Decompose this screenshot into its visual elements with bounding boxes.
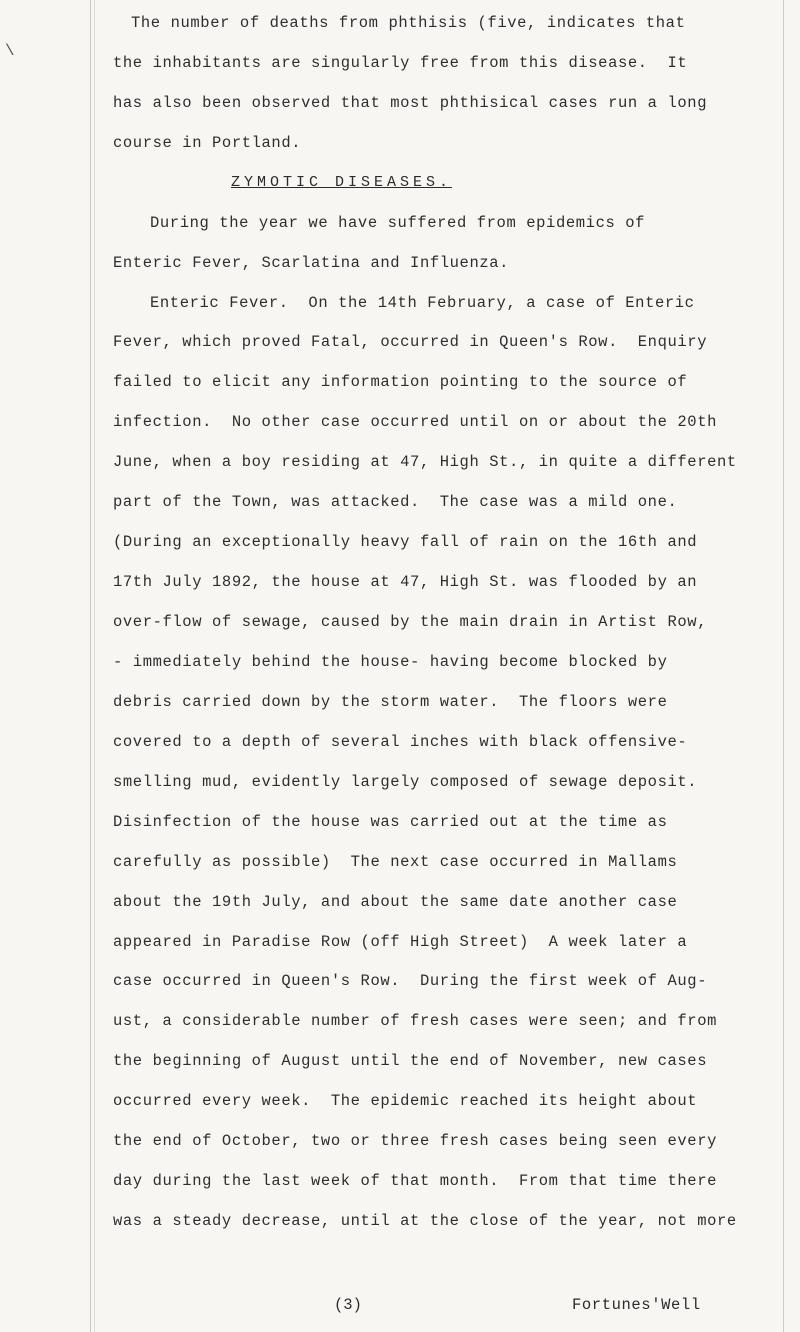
text-line: over-flow of sewage, caused by the main drain in Artist Row, <box>113 613 708 631</box>
text-line: the beginning of August until the end of November, new cases <box>113 1052 708 1070</box>
margin-rule <box>90 0 91 1332</box>
text-line: Fever, which proved Fatal, occurred in Queen's Row. Enquiry <box>113 333 708 351</box>
text-line: 17th July 1892, the house at 47, High St. was flooded by an <box>113 573 698 591</box>
catchword: Fortunes'Well <box>572 1296 701 1314</box>
text-line: debris carried down by the storm water. The floors were <box>113 693 668 711</box>
text-line: about the 19th July, and about the same date another case <box>113 893 678 911</box>
text-line: has also been observed that most phthisical cases run a long <box>113 94 708 112</box>
text-line: carefully as possible) The next case occurred in Mallams <box>113 853 678 871</box>
text-line: the inhabitants are singularly free from this disease. It <box>113 54 688 72</box>
text-line: the end of October, two or three fresh cases being seen every <box>113 1132 717 1150</box>
section-heading: ZYMOTIC DISEASES. <box>231 174 453 191</box>
text-line: occurred every week. The epidemic reached its height about <box>113 1092 698 1110</box>
text-line: June, when a boy residing at 47, High St., in quite a different <box>113 453 737 471</box>
page-edge-line <box>783 0 784 1332</box>
text-line: smelling mud, evidently largely composed of sewage deposit. <box>113 773 698 791</box>
text-line: day during the last week of that month. From that time there <box>113 1172 717 1190</box>
text-line: - immediately behind the house- having become blocked by <box>113 653 668 671</box>
text-line: Enteric Fever, Scarlatina and Influenza. <box>113 254 510 272</box>
text-line: was a steady decrease, until at the close of the year, not more <box>113 1212 737 1230</box>
text-line: case occurred in Queen's Row. During the first week of Aug- <box>113 972 708 990</box>
text-line: failed to elicit any information pointing to the source of <box>113 373 688 391</box>
text-line: part of the Town, was attacked. The case was a mild one. <box>113 493 678 511</box>
text-line: Disinfection of the house was carried out at the time as <box>113 813 668 831</box>
page-number: (3) <box>334 1296 362 1314</box>
text-line: The number of deaths from phthisis (five, indicates that <box>131 14 686 32</box>
text-line: infection. No other case occurred until on or about the 20th <box>113 413 717 431</box>
text-line: course in Portland. <box>113 134 302 152</box>
text-line: Enteric Fever. On the 14th February, a case of Enteric <box>150 294 695 312</box>
margin-mark: \ <box>5 42 15 60</box>
text-line: (During an exceptionally heavy fall of rain on the 16th and <box>113 533 698 551</box>
text-line: covered to a depth of several inches with black offensive- <box>113 733 688 751</box>
text-line: appeared in Paradise Row (off High Street) A week later a <box>113 933 688 951</box>
text-line: During the year we have suffered from epidemics of <box>150 214 646 232</box>
margin-rule-inner <box>94 0 95 1332</box>
text-line: ust, a considerable number of fresh cases were seen; and from <box>113 1012 717 1030</box>
